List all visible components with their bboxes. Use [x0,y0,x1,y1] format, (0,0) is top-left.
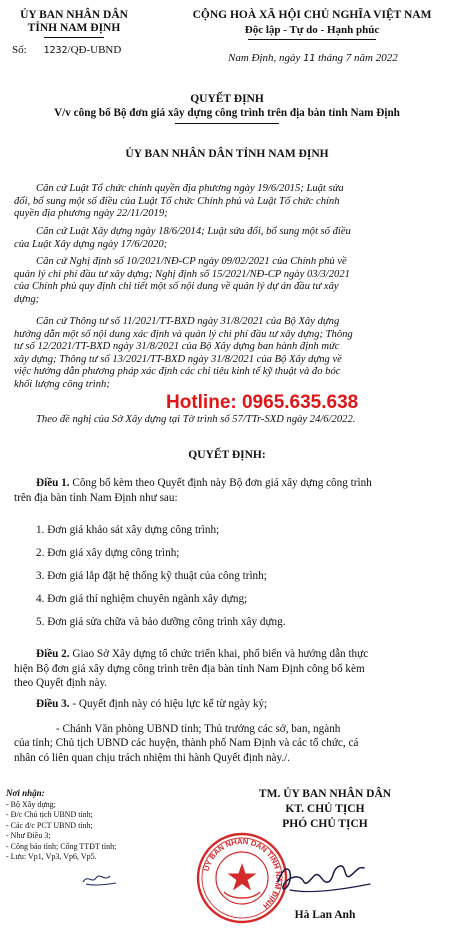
date-day: 11 [303,53,316,64]
recipients-label: Nơi nhận: [6,788,45,798]
preamble-2-line: của Luật Xây dựng ngày 17/6/2020; [14,238,168,250]
handwritten-signature-icon [270,854,380,904]
number-suffix: /QĐ-UBND [67,44,122,56]
signer-name: Hà Lan Anh [294,909,356,921]
article-2-line-2: hiện Bộ đơn giá xây dựng công trình trên địa bàn tỉnh Nam Định công bố kèm [14,662,365,675]
preamble-4-line: khối lượng công trình; [14,378,110,390]
preamble-3-line: quản lý chi phí đầu tư xây dựng; Nghị định số 15/2021/NĐ-CP ngày 03/3/2021 [14,268,350,280]
list-item: 1. Đơn giá khảo sát xây dựng công trình; [36,524,220,536]
preamble-3-line: Căn cứ Nghị định số 10/2021/NĐ-CP ngày 09/02/2021 của Chính phủ về [36,256,347,267]
subject-underline [175,123,279,124]
motto-underline [248,39,376,40]
preamble-5 [36,414,446,427]
article-2-text: Giao Sở Xây dựng tổ chức triển khai, phổ biến và hướng dẫn thực [69,648,369,660]
list-item: 4. Đơn giá thí nghiệm chuyên ngành xây dựng; [36,593,248,605]
issuer-heading: ỦY BAN NHÂN DÂN TỈNH NAM ĐỊNH [125,148,329,160]
article-1-item-list [36,519,286,634]
list-item: 5. Đơn giá sửa chữa và bảo dưỡng công trình xây dựng. [36,616,286,628]
number-value: 1232 [43,45,68,56]
authority-line-1: ỦY BAN NHÂN DÂN [20,9,128,21]
list-item: - Bộ Xây dựng; [6,799,56,809]
preamble-4 [14,316,444,392]
authority-line-2: TỈNH NAM ĐỊNH [27,22,121,34]
date-prefix: Nam Định, ngày [228,52,301,64]
article-3-line-4: nhân có liên quan chịu trách nhiệm thi hành Quyết định này./. [14,751,291,764]
preamble-2 [14,226,444,251]
article-2-label: Điều 2. [36,648,70,660]
list-item: - Công báo tỉnh; Cổng TTĐT tỉnh; [6,841,117,851]
hotline-banner: Hotline: 0965.635.638 [166,392,359,413]
article-1 [14,476,446,505]
preamble-1-line: quyền địa phương ngày 22/11/2019; [14,208,168,220]
issue-date [228,52,398,64]
article-3-continued [14,722,446,765]
list-item: - Các đ/c PCT UBND tỉnh; [6,820,93,830]
document-subject: V/v công bố Bộ đơn giá xây dựng công trình trên địa bàn tỉnh Nam Định [54,107,400,119]
preamble-1-line: đổi, bổ sung một số điều của Luật Tổ chức Chính phủ và Luật Tổ chức chính [14,195,340,207]
national-title: CỘNG HOÀ XÃ HỘI CHỦ NGHĨA VIỆT NAM [192,9,432,21]
preamble-2-line: Căn cứ Luật Xây dựng ngày 18/6/2014; Luật sửa đổi, bổ sung một số điều [36,226,351,237]
document-type: QUYẾT ĐỊNH [190,93,264,105]
decision-heading: QUYẾT ĐỊNH: [188,449,266,461]
signature-block [220,787,430,832]
seal-text: ỦY BAN NHÂN DÂN TỈNH NAM ĐỊNH [201,836,284,911]
preamble-4-line: xây dựng; Thông tư số 13/2021/TT-BXD ngày 31/8/2021 của Bộ Xây dựng về [14,353,342,365]
number-prefix: Số: [12,44,27,56]
article-2-line-1 [14,647,446,662]
preamble-4-line: Căn cứ Thông tư số 11/2021/TT-BXD ngày 31/8/2021 của Bộ Xây dựng [36,316,340,327]
article-3-line-1 [14,697,446,712]
preamble-1-line: Căn cứ Luật Tổ chức chính quyền địa phương ngày 19/6/2015; Luật sửa [36,183,344,194]
list-item: - Lưu: Vp1, Vp3, Vp6, Vp5. [6,852,97,861]
issuing-authority [10,9,138,35]
preamble-4-line: tư số 12/2021/TT-BXD ngày 31/8/2021 của Bộ Xây dựng ban hành định mức [14,341,340,353]
recipients-block [6,788,176,863]
list-item: - Đ/c Chủ tịch UBND tỉnh; [6,810,93,819]
article-3-label: Điều 3. [36,698,70,710]
article-3-line-3: của tỉnh; Chủ tịch UBND các huyện, thành phố Nam Định và các tổ chức, cá [14,737,359,750]
article-1-label: Điều 1. [36,477,70,489]
preamble-4-line: việc hướng dẫn phương pháp xác định các chỉ tiêu kinh tế kỹ thuật và đo bóc [14,366,341,378]
clerk-initials-icon [80,870,120,888]
preamble-5-line: Theo đề nghị của Sở Xây dựng tại Tờ trình số 57/TTr-SXD ngày 24/6/2022. [36,414,356,425]
signature-line-1: TM. ỦY BAN NHÂN DÂN [258,788,392,800]
document-number [12,44,121,56]
preamble-4-line: hướng dẫn một số nội dung xác định và quản lý chi phí đầu tư xây dựng; Thông [14,328,353,340]
preamble-1 [14,183,444,221]
date-suffix: tháng 7 năm 2022 [317,52,398,64]
article-2-line-3: theo Quyết định này. [14,677,108,690]
signature-line-2: KT. CHỦ TỊCH [285,803,365,815]
list-item: 3. Đơn giá lắp đặt hệ thống kỹ thuật của công trình; [36,570,267,582]
national-motto: Độc lập - Tự do - Hạnh phúc [244,24,380,36]
signature-line-3: PHÓ CHỦ TỊCH [282,818,368,830]
article-3-line-2: - Chánh Văn phòng UBND tỉnh; Thủ trưởng các sở, ban, ngành [56,723,341,735]
list-item: 2. Đơn giá xây dựng công trình; [36,547,180,559]
article-1-line-1 [14,476,446,491]
article-1-text: Công bố kèm theo Quyết định này Bộ đơn giá xây dựng công trình [69,477,372,489]
preamble-3-line: của Chính phủ quy định chi tiết một số nội dung về quản lý dự án đầu tư xây [14,281,339,293]
article-3-text: - Quyết định này có hiệu lực kể từ ngày ký; [69,698,268,710]
article-3 [14,697,446,712]
preamble-3 [14,256,444,306]
preamble-3-line: dựng; [14,293,40,305]
authority-underline [44,37,104,38]
article-2 [14,647,446,691]
list-item: - Như Điều 3; [6,831,51,840]
article-1-line-2: trên địa bàn tỉnh Nam Định như sau: [14,491,178,504]
